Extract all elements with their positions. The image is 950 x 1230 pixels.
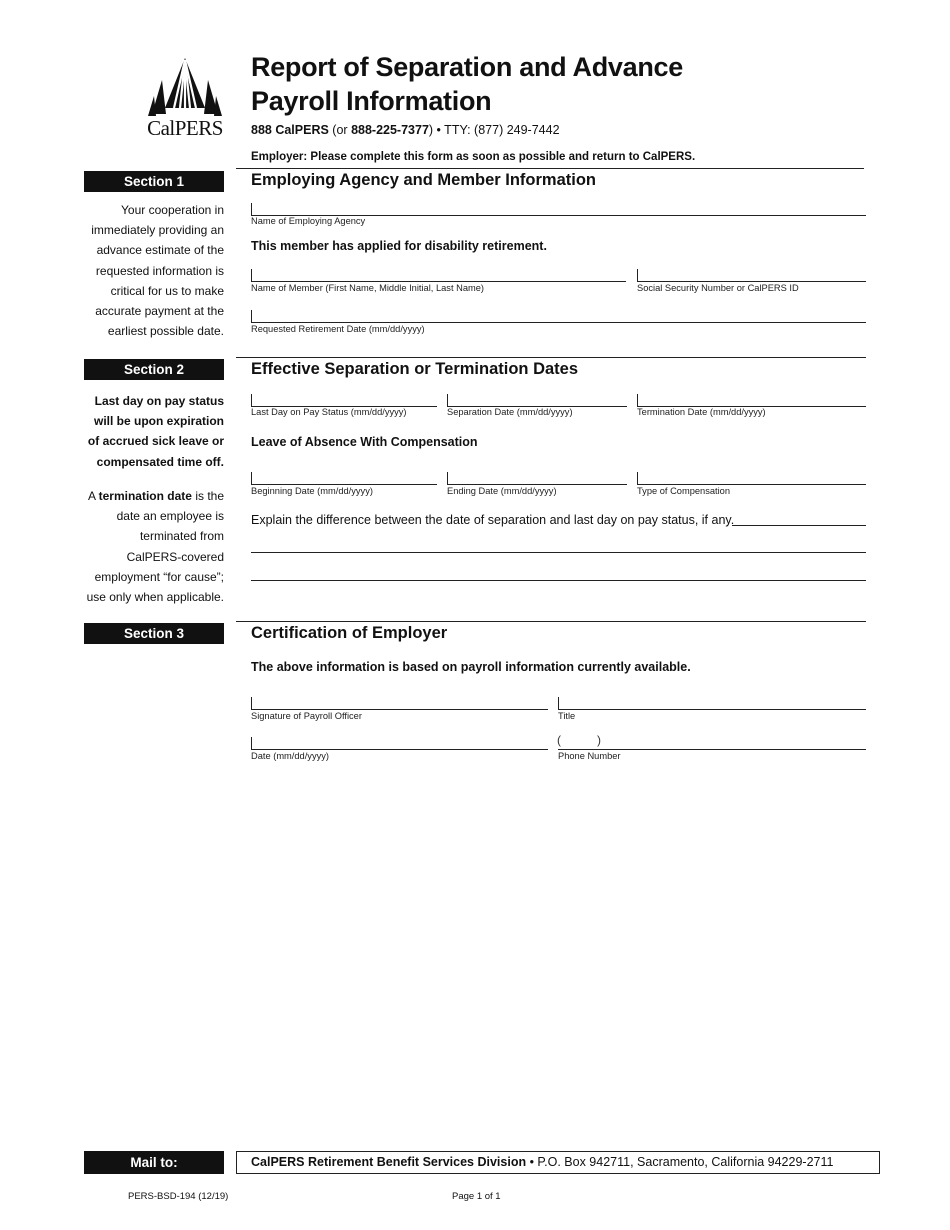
section-1-tab: Section 1 bbox=[84, 171, 224, 192]
section-2-note-termination bbox=[84, 486, 224, 607]
form-number: PERS-BSD-194 (12/19) bbox=[128, 1191, 229, 1202]
explain-line-3[interactable] bbox=[251, 580, 866, 581]
signature-label: Signature of Payroll Officer bbox=[251, 711, 362, 721]
title-line-1: Report of Separation and Advance bbox=[251, 52, 683, 82]
date-field[interactable] bbox=[251, 749, 548, 750]
contact-info bbox=[251, 123, 560, 137]
disability-statement: This member has applied for disability retirement. bbox=[251, 239, 547, 253]
note-suffix: is the date an employee is terminated from CalPERS-covered employment “for cause”; use only when applicable. bbox=[86, 489, 224, 605]
mail-division: CalPERS Retirement Benefit Services Division bbox=[251, 1155, 527, 1169]
explain-line-1[interactable] bbox=[732, 525, 866, 526]
separation-date-label: Separation Date (mm/dd/yyyy) bbox=[447, 407, 573, 417]
header-divider bbox=[236, 168, 864, 169]
contact-phone-number: 888-225-7377 bbox=[351, 123, 429, 137]
title-field[interactable] bbox=[558, 709, 866, 710]
explain-line-2[interactable] bbox=[251, 552, 866, 553]
mail-to-tab: Mail to: bbox=[84, 1151, 224, 1174]
phone-label: Phone Number bbox=[558, 751, 621, 761]
section-2-note-pay-status: Last day on pay status will be upon expiration of accrued sick leave or compensated time off. bbox=[87, 394, 224, 469]
mailing-address bbox=[236, 1151, 880, 1174]
compensation-type-field[interactable] bbox=[637, 484, 866, 485]
loa-heading: Leave of Absence With Compensation bbox=[251, 435, 478, 449]
compensation-type-label: Type of Compensation bbox=[637, 486, 731, 496]
member-name-field[interactable] bbox=[251, 281, 626, 282]
date-label: Date (mm/dd/yyyy) bbox=[251, 751, 330, 761]
retirement-date-field[interactable] bbox=[251, 322, 866, 323]
beginning-date-label: Beginning Date (mm/dd/yyyy) bbox=[251, 486, 373, 496]
beginning-date-field[interactable] bbox=[251, 484, 437, 485]
contact-phone-name: 888 CalPERS bbox=[251, 123, 329, 137]
agency-name-label: Name of Employing Agency bbox=[251, 216, 366, 226]
termination-date-label: Termination Date (mm/dd/yyyy) bbox=[637, 407, 766, 417]
phone-field[interactable] bbox=[558, 749, 866, 750]
explain-prompt: Explain the difference between the date of separation and last day on pay status, if any. bbox=[251, 513, 735, 527]
title-line-2: Payroll Information bbox=[251, 86, 492, 116]
page-number: Page 1 of 1 bbox=[452, 1191, 501, 1202]
contact-sep-1: (or bbox=[328, 123, 352, 137]
logo-wordmark: CalPERS bbox=[147, 116, 223, 140]
section-1-note: Your cooperation in immediately providing an advance estimate of the requested information is critical for us to make accurate payment at the earliest possible date. bbox=[91, 203, 224, 339]
form-title bbox=[251, 50, 683, 118]
contact-tty: ) • TTY: (877) 249-7442 bbox=[428, 123, 560, 137]
last-day-label: Last Day on Pay Status (mm/dd/yyyy) bbox=[251, 407, 407, 417]
signature-field[interactable] bbox=[251, 709, 548, 710]
member-name-label: Name of Member (First Name, Middle Initial, Last Name) bbox=[251, 283, 485, 293]
section-3-heading: Certification of Employer bbox=[251, 624, 448, 642]
note-prefix: A bbox=[87, 489, 99, 503]
ending-date-field[interactable] bbox=[447, 484, 627, 485]
certification-statement: The above information is based on payroll information currently available. bbox=[251, 660, 691, 674]
ssn-label: Social Security Number or CalPERS ID bbox=[637, 283, 799, 293]
employer-instruction: Employer: Please complete this form as soon as possible and return to CalPERS. bbox=[251, 151, 696, 163]
section-1-heading: Employing Agency and Member Information bbox=[251, 171, 597, 189]
section-2-heading: Effective Separation or Termination Dates bbox=[251, 360, 579, 378]
section-2-tab: Section 2 bbox=[84, 359, 224, 380]
mail-address: • P.O. Box 942711, Sacramento, California 94229-2711 bbox=[526, 1155, 834, 1169]
ssn-field[interactable] bbox=[637, 281, 866, 282]
phone-area-open: ( bbox=[557, 733, 561, 747]
note-term-bold: termination date bbox=[98, 489, 192, 503]
section-3-tab: Section 3 bbox=[84, 623, 224, 644]
section-2-divider bbox=[236, 621, 866, 622]
phone-area-close: ) bbox=[597, 733, 601, 747]
ending-date-label: Ending Date (mm/dd/yyyy) bbox=[447, 486, 557, 496]
title-label: Title bbox=[558, 711, 576, 721]
retirement-date-label: Requested Retirement Date (mm/dd/yyyy) bbox=[251, 324, 425, 334]
section-1-divider bbox=[236, 357, 866, 358]
